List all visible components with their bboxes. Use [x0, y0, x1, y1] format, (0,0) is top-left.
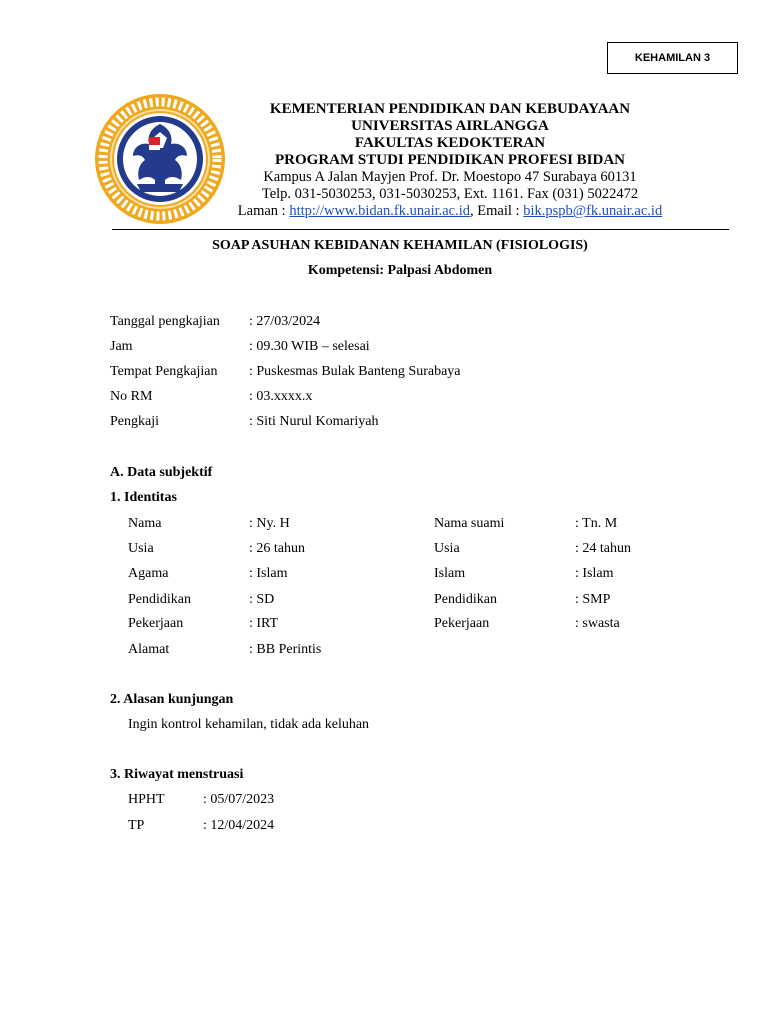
header-divider [112, 229, 729, 230]
identity-value: : 26 tahun [249, 541, 305, 556]
website-link[interactable]: http://www.bidan.fk.unair.ac.id [289, 203, 471, 219]
spouse-label: Nama suami [434, 516, 505, 531]
info-label: Jam [110, 339, 133, 354]
riwayat-value: : 05/07/2023 [203, 792, 275, 807]
institution-header [210, 101, 690, 220]
info-value: : 09.30 WIB – selesai [249, 339, 370, 354]
spouse-value: : Tn. M [575, 516, 618, 531]
spouse-value: : swasta [575, 616, 620, 631]
spouse-label: Pekerjaan [434, 616, 490, 631]
identity-label: Pekerjaan [128, 616, 184, 631]
info-value: : Siti Nurul Komariyah [249, 414, 379, 429]
identity-value: : IRT [249, 616, 279, 631]
info-value: : 03.xxxx.x [249, 389, 313, 404]
spouse-value: : SMP [575, 592, 611, 607]
email-label: , Email : [470, 203, 524, 219]
identity-value: : Ny. H [249, 516, 290, 531]
program-name: PROGRAM STUDI PENDIDIKAN PROFESI BIDAN [274, 152, 626, 168]
spouse-value: : Islam [575, 566, 614, 581]
alasan-text: Ingin kontrol kehamilan, tidak ada keluhan [128, 717, 370, 732]
spouse-value: : 24 tahun [575, 541, 631, 556]
ministry-name: KEMENTERIAN PENDIDIKAN DAN KEBUDAYAAN [269, 101, 631, 117]
contact-line [210, 203, 690, 220]
identity-value: : SD [249, 592, 275, 607]
info-label: Pengkaji [110, 414, 159, 429]
info-label: No RM [110, 389, 153, 404]
riwayat-label: HPHT [128, 792, 165, 807]
identity-label: Nama [128, 516, 162, 531]
identity-label: Alamat [128, 642, 170, 657]
phone-line: Telp. 031-5030253, 031-5030253, Ext. 1161. Fax (031) 5022472 [261, 186, 639, 202]
address-line: Kampus A Jalan Mayjen Prof. Dr. Moestopo 47 Surabaya 60131 [263, 169, 637, 185]
alasan-heading: 2. Alasan kunjungan [110, 692, 234, 707]
email-link[interactable]: bik.pspb@fk.unair.ac.id [523, 203, 663, 219]
laman-label: Laman : [237, 203, 290, 219]
riwayat-label: TP [128, 818, 145, 833]
spouse-label: Pendidikan [434, 592, 497, 607]
faculty-name: FAKULTAS KEDOKTERAN [354, 135, 546, 151]
riwayat-heading: 3. Riwayat menstruasi [110, 767, 244, 782]
kehamilan-badge: KEHAMILAN 3 [607, 42, 738, 74]
info-value: : 27/03/2024 [249, 314, 321, 329]
identity-label: Usia [128, 541, 154, 556]
spouse-label: Usia [434, 541, 460, 556]
identity-label: Pendidikan [128, 592, 191, 607]
document-subtitle: Kompetensi: Palpasi Abdomen [307, 263, 493, 278]
info-value: : Puskesmas Bulak Banteng Surabaya [249, 364, 461, 379]
section-a-heading: A. Data subjektif [110, 465, 213, 480]
info-label: Tanggal pengkajian [110, 314, 220, 329]
identitas-heading: 1. Identitas [110, 490, 177, 505]
info-label: Tempat Pengkajian [110, 364, 218, 379]
document-title: SOAP ASUHAN KEBIDANAN KEHAMILAN (FISIOLOGIS) [212, 238, 588, 253]
identity-label: Agama [128, 566, 169, 581]
identity-value: : Islam [249, 566, 288, 581]
spouse-label: Islam [434, 566, 466, 581]
university-name: UNIVERSITAS AIRLANGGA [351, 118, 549, 134]
unair-logo [93, 92, 227, 226]
identity-value: : BB Perintis [249, 642, 322, 657]
riwayat-value: : 12/04/2024 [203, 818, 275, 833]
